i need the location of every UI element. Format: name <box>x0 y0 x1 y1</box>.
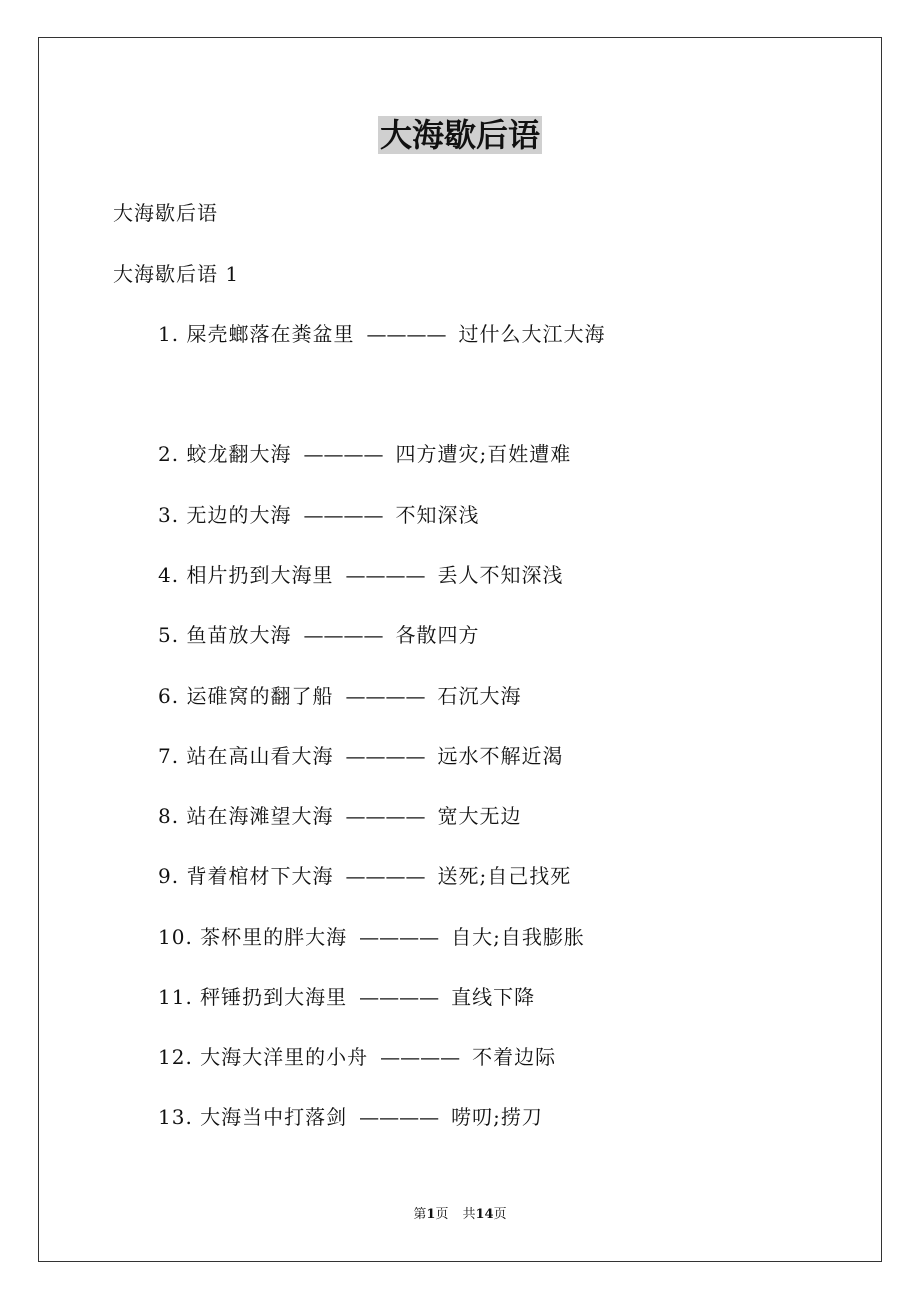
footer-page-total: 14 <box>475 1207 494 1222</box>
item-text: 大海当中打落剑 <box>200 1105 348 1129</box>
intro-heading: 大海歇后语 <box>113 201 218 225</box>
list-item <box>158 862 571 890</box>
item-number: 10. <box>158 925 193 949</box>
item-answer: 四方遭灾;百姓遭难 <box>395 442 572 466</box>
item-number: 7. <box>158 744 180 768</box>
item-text: 茶杯里的胖大海 <box>200 925 348 949</box>
item-text: 大海大洋里的小舟 <box>200 1045 369 1069</box>
document-title-text: 大海歇后语 <box>379 116 540 154</box>
footer-total-suffix: 页 <box>493 1207 507 1222</box>
page-footer <box>0 1205 920 1225</box>
item-answer: 宽大无边 <box>437 804 522 828</box>
item-number: 2. <box>158 442 180 466</box>
footer-page-suffix: 页 <box>435 1207 449 1222</box>
list-item <box>158 621 479 649</box>
document-title <box>0 113 920 157</box>
item-number: 9. <box>158 864 180 888</box>
item-separator: ———— <box>359 985 440 1009</box>
list-item <box>158 1103 543 1131</box>
list-item <box>158 742 563 770</box>
item-separator: ———— <box>380 1045 461 1069</box>
item-separator: ———— <box>303 503 384 527</box>
list-item <box>158 923 585 951</box>
item-text: 屎壳螂落在粪盆里 <box>186 322 355 346</box>
list-item <box>158 802 521 830</box>
item-text: 站在海滩望大海 <box>186 804 334 828</box>
list-item <box>158 440 571 468</box>
item-answer: 丢人不知深浅 <box>437 563 564 587</box>
item-text: 运碓窝的翻了船 <box>186 684 334 708</box>
item-separator: ———— <box>345 804 426 828</box>
item-number: 5. <box>158 623 180 647</box>
item-separator: ———— <box>359 925 440 949</box>
item-separator: ———— <box>366 322 447 346</box>
item-answer: 自大;自我膨胀 <box>451 925 585 949</box>
item-answer: 唠叨;捞刀 <box>451 1105 543 1129</box>
list-item <box>158 320 605 348</box>
footer-page-prefix: 第 <box>413 1207 427 1222</box>
list-item <box>158 682 521 710</box>
item-separator: ———— <box>359 1105 440 1129</box>
list-item <box>158 501 479 529</box>
item-separator: ———— <box>303 442 384 466</box>
item-separator: ———— <box>345 563 426 587</box>
item-answer: 不知深浅 <box>395 503 480 527</box>
item-separator: ———— <box>345 744 426 768</box>
item-answer: 过什么大江大海 <box>458 322 606 346</box>
item-text: 相片扔到大海里 <box>186 563 334 587</box>
item-text: 站在高山看大海 <box>186 744 334 768</box>
item-answer: 不着边际 <box>472 1045 557 1069</box>
item-number: 12. <box>158 1045 193 1069</box>
footer-total-prefix: 共 <box>462 1207 476 1222</box>
item-text: 背着棺材下大海 <box>186 864 334 888</box>
item-number: 4. <box>158 563 180 587</box>
item-text: 秤锤扔到大海里 <box>200 985 348 1009</box>
footer-page-current: 1 <box>426 1207 436 1222</box>
item-number: 3. <box>158 503 180 527</box>
item-number: 13. <box>158 1105 193 1129</box>
item-answer: 石沉大海 <box>437 684 522 708</box>
item-answer: 直线下降 <box>451 985 536 1009</box>
item-answer: 送死;自己找死 <box>437 864 572 888</box>
item-text: 无边的大海 <box>186 503 292 527</box>
item-separator: ———— <box>345 864 426 888</box>
item-number: 11. <box>158 985 193 1009</box>
item-number: 8. <box>158 804 180 828</box>
section-heading: 大海歇后语 1 <box>113 262 240 286</box>
list-item <box>158 1043 556 1071</box>
item-text: 蛟龙翻大海 <box>186 442 292 466</box>
item-answer: 各散四方 <box>395 623 480 647</box>
item-number: 6. <box>158 684 180 708</box>
item-separator: ———— <box>303 623 384 647</box>
list-item <box>158 983 535 1011</box>
item-text: 鱼苗放大海 <box>186 623 292 647</box>
item-number: 1. <box>158 322 180 346</box>
item-answer: 远水不解近渴 <box>437 744 564 768</box>
list-item <box>158 561 563 589</box>
item-separator: ———— <box>345 684 426 708</box>
